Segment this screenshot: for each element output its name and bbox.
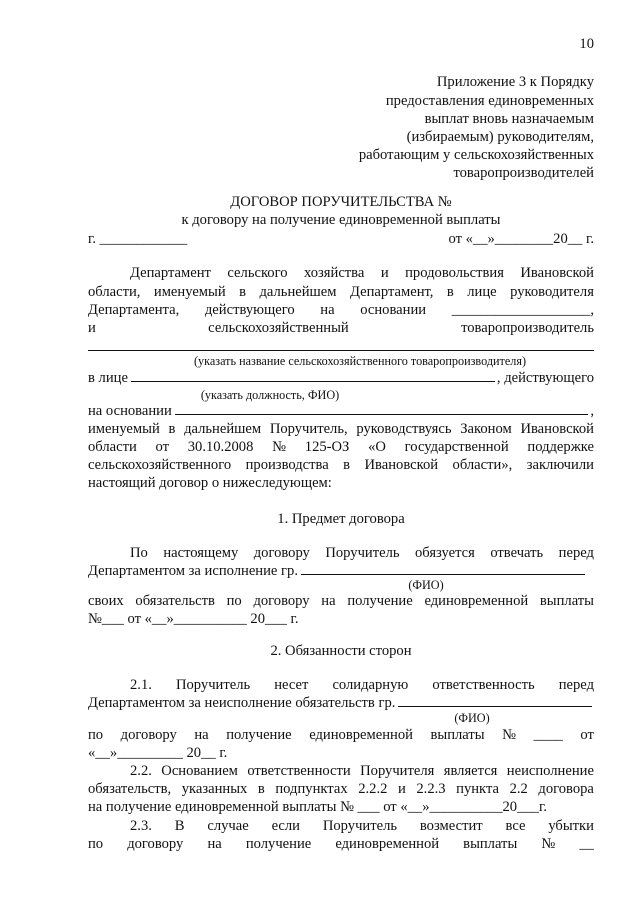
intro-line: Департамента, действующего на основании ___________________, [88,302,594,318]
intro-line: именуемый в дальнейшем Поручитель, руководствуясь Законом Ивановской [88,421,594,437]
fio-caption: (ФИО) [408,578,444,592]
basis-field[interactable] [175,414,589,415]
section2-line: по договору на получение единовременной выплаты № __ [88,836,594,852]
intro-line: настоящий договор о нижеследующем: [88,475,332,491]
section2-line: 2.2. Основанием ответственности Поручителя является неисполнение [130,763,594,779]
section2-line: 2.1. Поручитель несет солидарную ответственность перед [130,677,594,693]
intro-line: и сельскохозяйственный товаропроизводитель [88,320,594,336]
position-caption: (указать должность, ФИО) [200,388,340,402]
section2-heading: 2. Обязанности сторон [270,643,412,659]
producer-name-field[interactable] [88,350,594,351]
document-title: ДОГОВОР ПОРУЧИТЕЛЬСТВА № [230,194,452,210]
in-person-line: в лице , действующего [88,370,594,386]
annex-line: работающим у сельскохозяйственных [358,147,594,163]
annex-line: выплат вновь назначаемым [424,111,594,127]
intro-line: области, именуемый в дальнейшем Департамент, в лице руководителя [88,284,594,300]
section2-line: «__»_________ 20__ г. [88,745,228,761]
producer-caption: (указать название сельскохозяйственного товаропроизводителя) [193,354,527,368]
debtor-fio-field[interactable] [398,706,592,707]
section2-line: на получение единовременной выплаты № ___ от «__»__________20___г. [88,799,547,815]
annex-line: Приложение 3 к Порядку [436,74,594,90]
annex-line: предоставления единовременных [385,93,594,109]
section2-line: по договору на получение единовременной выплаты № ____ от [88,727,594,743]
annex-line: (избираемым) руководителям, [406,129,594,145]
intro-line: области от 30.10.2008 № 125-ОЗ «О государственной поддержке [88,439,594,455]
place-line: г. ____________ [88,231,188,247]
intro-line: Департамент сельского хозяйства и продовольствия Ивановской [130,265,594,281]
intro-line: сельскохозяйственного производства в Ивановской области», заключили [88,457,594,473]
date-line: от «__»________20__ г. [448,231,594,247]
section1-line: своих обязательств по договору на получение единовременной выплаты [88,593,594,609]
person-field[interactable] [131,381,495,382]
section2-line: обязательств, указанных в подпунктах 2.2.2 и 2.2.3 пункта 2.2 договора [88,781,594,797]
section1-heading: 1. Предмет договора [277,511,405,527]
page-number: 10 [579,36,594,52]
section1-line: По настоящему договору Поручитель обязуется отвечать перед [130,545,594,561]
document-subtitle: к договору на получение единовременной выплаты [181,212,501,228]
section1-line: №___ от «__»__________ 20___ г. [88,611,299,627]
basis-line: на основании , [88,403,594,419]
fio-caption: (ФИО) [454,711,490,725]
section2-line: Департаментом за неисполнение обязательств гр. [88,695,594,712]
section2-line: 2.3. В случае если Поручитель возместит все убытки [130,818,594,834]
guarantor-fio-field[interactable] [301,574,585,575]
section1-line: Департаментом за исполнение гр. [88,563,587,580]
annex-line: товаропроизводителей [453,165,594,181]
